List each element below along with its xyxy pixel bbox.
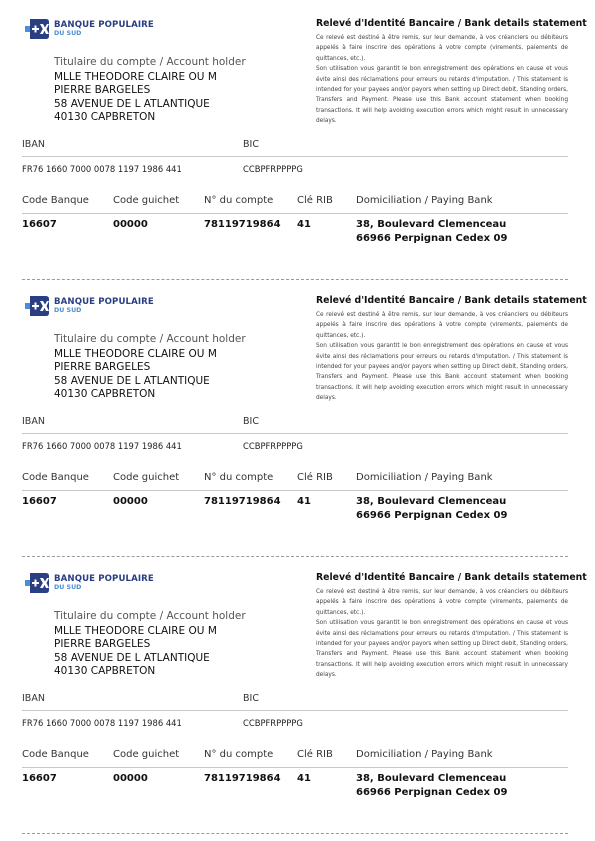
- account-number-header: N° du compte: [204, 749, 274, 760]
- account-holder-line: 40130 CAPBRETON: [54, 388, 156, 401]
- iban-label: IBAN: [22, 693, 45, 704]
- bank-name: BANQUE POPULAIRE: [54, 297, 154, 307]
- statement-paragraph: Ce relevé est destiné à être remis, sur leur demande, à vos créanciers ou débiteurs appelés à faire inscrire des opérations à votre compte (virements, paiements de quittances, etc.).: [316, 312, 568, 339]
- banque-populaire-logo-icon: [24, 294, 50, 318]
- rib-slip: [0, 277, 595, 554]
- domiciliation-line: 38, Boulevard Clemenceau: [356, 773, 507, 784]
- bic-label: BIC: [243, 416, 259, 427]
- code-guichet-header: Code guichet: [113, 749, 180, 760]
- bic-label: BIC: [243, 693, 259, 704]
- code-banque-header: Code Banque: [22, 749, 89, 760]
- divider: [22, 156, 568, 157]
- account-number-value: 78119719864: [204, 496, 281, 507]
- iban-value: FR76 1660 7000 0078 1197 1986 441: [22, 718, 182, 728]
- statement-paragraph: Son utilisation vous garantit le bon enregistrement des opérations en cause et vous évite ainsi des réclamations pour erreurs ou retards d'imputation. / This statement is intended for your payees and/or payors when setting up Direct debit, Standing orders, Transfers and Payment. Please use this Bank account statement when booking transactions. It will help avoiding execution errors which might result in unnecessary delays.: [316, 343, 568, 402]
- code-guichet-header: Code guichet: [113, 472, 180, 483]
- banque-populaire-logo-icon: [24, 571, 50, 595]
- code-banque-header: Code Banque: [22, 472, 89, 483]
- statement-notice: [316, 18, 587, 127]
- bic-value: CCBPFRPPPPG: [243, 718, 303, 728]
- divider: [22, 433, 568, 434]
- rib-key-header: Clé RIB: [297, 195, 333, 206]
- account-holder-line: MLLE THEODORE CLAIRE OU M: [54, 71, 217, 83]
- statement-notice: [316, 572, 587, 681]
- domiciliation-line: 38, Boulevard Clemenceau: [356, 219, 507, 230]
- domiciliation-value: [356, 219, 507, 247]
- bank-name: BANQUE POPULAIRE: [54, 20, 154, 30]
- statement-title: Relevé d'Identité Bancaire / Bank details statement: [316, 18, 587, 29]
- account-holder-line: MLLE THEODORE CLAIRE OU M: [54, 348, 217, 360]
- rib-slip: [0, 0, 595, 277]
- rib-key-value: 41: [297, 496, 311, 507]
- code-guichet-value: 00000: [113, 496, 148, 507]
- account-holder-block: [54, 610, 284, 679]
- bank-logo: [24, 17, 164, 43]
- account-holder-line: PIERRE BARGELES: [54, 361, 151, 374]
- account-holder-line: 58 AVENUE DE L ATLANTIQUE: [54, 374, 210, 387]
- domiciliation-line: 66966 Perpignan Cedex 09: [356, 787, 508, 798]
- iban-value: FR76 1660 7000 0078 1197 1986 441: [22, 441, 182, 451]
- statement-paragraph: Ce relevé est destiné à être remis, sur leur demande, à vos créanciers ou débiteurs appelés à faire inscrire des opérations à votre compte (virements, paiements de quittances, etc.).: [316, 589, 568, 616]
- account-holder-line: 40130 CAPBRETON: [54, 111, 156, 124]
- account-number-header: N° du compte: [204, 195, 274, 206]
- bic-value: CCBPFRPPPPG: [243, 441, 303, 451]
- code-guichet-value: 00000: [113, 219, 148, 230]
- divider: [22, 213, 568, 214]
- domiciliation-value: [356, 496, 507, 524]
- bic-value: CCBPFRPPPPG: [243, 164, 303, 174]
- divider: [22, 767, 568, 768]
- cut-line-separator: [22, 833, 568, 834]
- domiciliation-line: 66966 Perpignan Cedex 09: [356, 510, 508, 521]
- divider: [22, 490, 568, 491]
- rib-slip: [0, 554, 595, 831]
- account-holder-line: 58 AVENUE DE L ATLANTIQUE: [54, 97, 210, 110]
- rib-key-value: 41: [297, 773, 311, 784]
- statement-paragraph: Son utilisation vous garantit le bon enregistrement des opérations en cause et vous évite ainsi des réclamations pour erreurs ou retards d'imputation. / This statement is intended for your payees and/or payors when setting up Direct debit, Standing orders, Transfers and Payment. Please use this Bank account statement when booking transactions. It will help avoiding execution errors which might result in unnecessary delays.: [316, 620, 568, 679]
- account-holder-label: Titulaire du compte / Account holder: [54, 610, 246, 622]
- rib-key-value: 41: [297, 219, 311, 230]
- statement-paragraph: Ce relevé est destiné à être remis, sur leur demande, à vos créanciers ou débiteurs appelés à faire inscrire des opérations à votre compte (virements, paiements de quittances, etc.).: [316, 35, 568, 62]
- statement-paragraph: Son utilisation vous garantit le bon enregistrement des opérations en cause et vous évite ainsi des réclamations pour erreurs ou retards d'imputation. / This statement is intended for your payees and/or payors when setting up Direct debit, Standing orders, Transfers and Payment. Please use this Bank account statement when booking transactions. It will help avoiding execution errors which might result in unnecessary delays.: [316, 66, 568, 125]
- rib-key-header: Clé RIB: [297, 472, 333, 483]
- account-number-value: 78119719864: [204, 219, 281, 230]
- code-banque-value: 16607: [22, 496, 57, 507]
- domiciliation-value: [356, 773, 507, 801]
- code-banque-value: 16607: [22, 773, 57, 784]
- code-guichet-value: 00000: [113, 773, 148, 784]
- bank-region: DU SUD: [54, 307, 82, 314]
- account-holder-line: 40130 CAPBRETON: [54, 665, 156, 678]
- iban-label: IBAN: [22, 416, 45, 427]
- account-holder-block: [54, 56, 284, 125]
- account-holder-block: [54, 333, 284, 402]
- code-guichet-header: Code guichet: [113, 195, 180, 206]
- code-banque-header: Code Banque: [22, 195, 89, 206]
- account-holder-line: MLLE THEODORE CLAIRE OU M: [54, 625, 217, 637]
- bank-region: DU SUD: [54, 584, 82, 591]
- bank-logo: [24, 571, 164, 597]
- rib-key-header: Clé RIB: [297, 749, 333, 760]
- account-holder-label: Titulaire du compte / Account holder: [54, 56, 246, 68]
- domiciliation-header: Domiciliation / Paying Bank: [356, 472, 493, 483]
- account-holder-line: PIERRE BARGELES: [54, 84, 151, 97]
- account-number-header: N° du compte: [204, 472, 274, 483]
- statement-title: Relevé d'Identité Bancaire / Bank details statement: [316, 295, 587, 306]
- bank-logo: [24, 294, 164, 320]
- banque-populaire-logo-icon: [24, 17, 50, 41]
- account-holder-line: PIERRE BARGELES: [54, 638, 151, 651]
- iban-label: IBAN: [22, 139, 45, 150]
- domiciliation-line: 66966 Perpignan Cedex 09: [356, 233, 508, 244]
- bank-region: DU SUD: [54, 30, 82, 37]
- statement-title: Relevé d'Identité Bancaire / Bank details statement: [316, 572, 587, 583]
- domiciliation-line: 38, Boulevard Clemenceau: [356, 496, 507, 507]
- bank-name: BANQUE POPULAIRE: [54, 574, 154, 584]
- iban-value: FR76 1660 7000 0078 1197 1986 441: [22, 164, 182, 174]
- statement-notice: [316, 295, 587, 404]
- divider: [22, 710, 568, 711]
- account-number-value: 78119719864: [204, 773, 281, 784]
- bic-label: BIC: [243, 139, 259, 150]
- domiciliation-header: Domiciliation / Paying Bank: [356, 749, 493, 760]
- account-holder-label: Titulaire du compte / Account holder: [54, 333, 246, 345]
- code-banque-value: 16607: [22, 219, 57, 230]
- domiciliation-header: Domiciliation / Paying Bank: [356, 195, 493, 206]
- account-holder-line: 58 AVENUE DE L ATLANTIQUE: [54, 651, 210, 664]
